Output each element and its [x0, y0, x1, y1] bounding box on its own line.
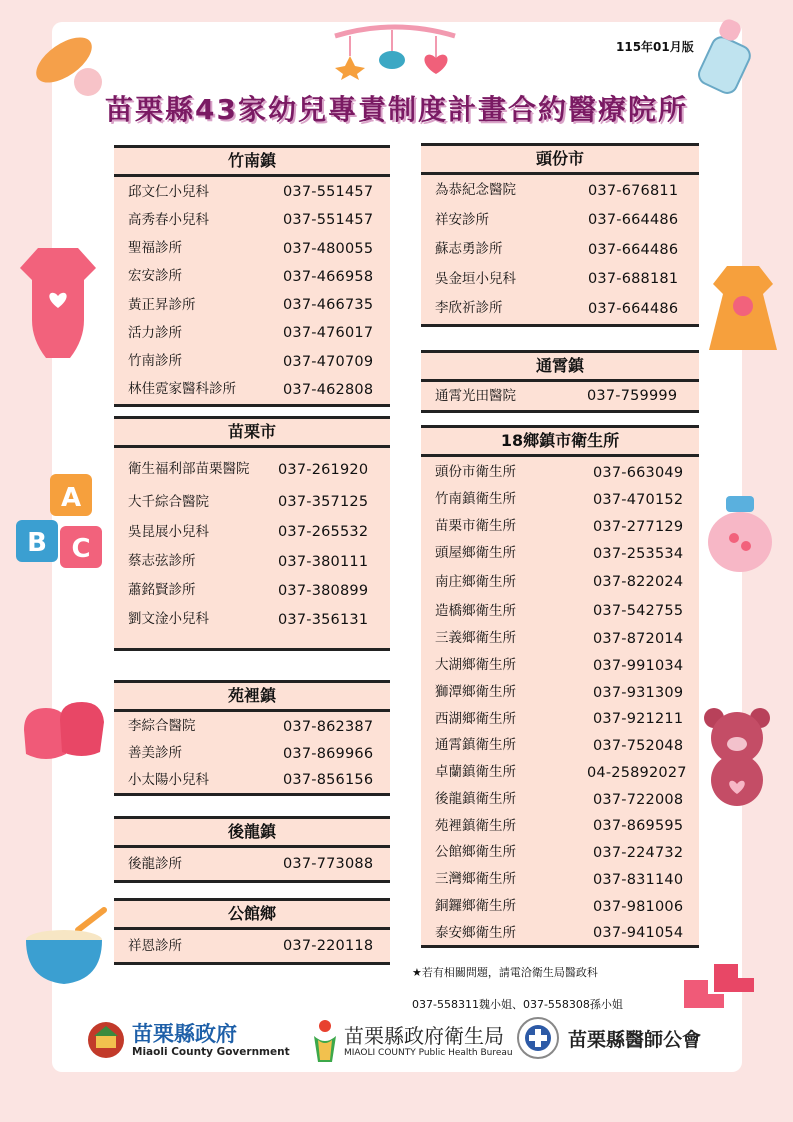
clinic-phone: 037-357125 [278, 494, 369, 510]
clinic-name: 頭屋鄉衛生所 [435, 545, 516, 561]
clinic-phone: 037-466958 [283, 268, 374, 285]
contact-note: ★若有相關問題，請電洽衛生局醫政科 [412, 966, 598, 979]
list-item [421, 839, 699, 866]
clinic-name: 林佳霓家醫科診所 [128, 381, 236, 398]
clinic-name: 竹南診所 [128, 353, 182, 370]
block-letter-b: B [27, 528, 47, 558]
clinic-phone: 037-981006 [593, 898, 684, 915]
list-item [114, 235, 390, 263]
clinic-phone: 037-872014 [593, 630, 684, 647]
health-bureau-logo [310, 1018, 513, 1064]
clinic-name: 李綜合醫院 [128, 718, 196, 734]
clinic-phone: 037-663049 [593, 464, 684, 481]
clinic-name: 吳金垣小兒科 [435, 270, 516, 287]
clinic-phone: 037-991034 [593, 657, 684, 674]
list-item [421, 235, 699, 265]
block-letter-a: A [60, 483, 82, 513]
edition-label: 115年01月版 [616, 40, 694, 54]
clinic-name: 頭份市衛生所 [435, 464, 516, 480]
clinic-phone: 037-480055 [283, 240, 374, 257]
list-item [114, 740, 390, 767]
clinic-name: 小太陽小兒科 [128, 771, 209, 788]
clinic-phone: 037-869966 [283, 745, 374, 762]
section-title: 苗栗市 [114, 416, 390, 448]
list-item [114, 291, 390, 319]
clinic-phone: 037-265532 [278, 524, 369, 540]
list-item [421, 893, 699, 920]
list-item [421, 382, 699, 410]
section-title: 18鄉鎮市衛生所 [421, 425, 699, 457]
section-title: 公館鄉 [114, 898, 390, 930]
clinic-phone: 037-822024 [593, 574, 684, 590]
clinic-name: 泰安鄉衛生所 [435, 924, 516, 941]
clinic-name: 苑裡鎮衛生所 [435, 817, 516, 834]
county-emblem-icon [86, 1020, 126, 1060]
list-item [421, 459, 699, 486]
clinic-phone: 037-277129 [593, 518, 684, 535]
contact-phones: 037-558311魏小姐、037-558308孫小姐 [412, 998, 623, 1011]
clinic-phone: 037-921211 [593, 711, 684, 727]
clinic-phone: 037-261920 [278, 461, 369, 478]
clinic-name: 卓蘭鎮衛生所 [435, 764, 516, 780]
list-item [114, 576, 390, 605]
list-item [114, 605, 390, 634]
list-item [421, 759, 699, 786]
onesie-icon [18, 244, 98, 362]
clinic-name: 銅鑼鄉衛生所 [435, 898, 516, 914]
clinic-phone: 037-664486 [588, 241, 679, 258]
clinic-name: 造橋鄉衛生所 [435, 602, 516, 619]
clinic-name: 竹南鎮衛生所 [435, 491, 516, 507]
clinic-phone: 037-551457 [283, 184, 374, 201]
section-miaoli [114, 416, 390, 651]
mobile-icon [330, 8, 460, 80]
clinic-name: 善美診所 [128, 745, 182, 761]
clinic-phone: 037-220118 [283, 938, 374, 954]
list-item [114, 547, 390, 576]
list-item [114, 930, 390, 962]
clinic-name: 祥恩診所 [128, 937, 182, 954]
food-bowl-icon [20, 906, 112, 988]
section-tongxiao [421, 350, 699, 413]
section-body [114, 712, 390, 796]
clinic-name: 後龍鎮衛生所 [435, 791, 516, 807]
clinic-name: 蕭銘賢診所 [128, 582, 196, 598]
list-item [114, 452, 390, 487]
section-body [421, 457, 699, 948]
section-yuanli [114, 680, 390, 796]
baby-jar-icon [704, 494, 776, 574]
clinic-phone: 037-664486 [588, 300, 679, 317]
clinic-phone: 037-551457 [283, 212, 374, 229]
list-item [421, 679, 699, 706]
list-item [421, 206, 699, 236]
clinic-name: 大湖鄉衛生所 [435, 657, 516, 673]
section-body [114, 177, 390, 407]
clinic-phone: 037-380111 [278, 553, 369, 570]
clinic-name: 祥安診所 [435, 211, 489, 228]
clinic-name: 為恭紀念醫院 [435, 182, 516, 199]
clinic-name: 衛生福利部苗栗醫院 [128, 461, 250, 477]
clinic-name: 邱文仁小兒科 [128, 183, 209, 200]
clinic-name: 南庄鄉衛生所 [435, 573, 516, 590]
list-item [421, 597, 699, 625]
clinic-phone: 037-688181 [588, 271, 679, 288]
clinic-phone: 037-476017 [283, 325, 374, 342]
clinic-phone: 037-664486 [588, 212, 679, 229]
medical-association-emblem-icon [516, 1016, 560, 1060]
list-item [114, 178, 390, 206]
clinic-phone: 037-542755 [593, 603, 684, 619]
clinic-phone: 037-856156 [283, 772, 374, 788]
list-item [421, 265, 699, 295]
section-body [421, 382, 699, 413]
section-title: 竹南鎮 [114, 145, 390, 177]
clinic-name: 大千綜合醫院 [128, 493, 209, 510]
clinic-phone: 037-941054 [593, 925, 684, 941]
section-gongguan [114, 898, 390, 965]
clinic-name: 宏安診所 [128, 268, 182, 285]
dress-icon [703, 262, 783, 358]
clinic-name: 通霄光田醫院 [435, 387, 516, 404]
list-item [421, 920, 699, 946]
county-logo-en: Miaoli County Government [132, 1046, 290, 1058]
section-body [114, 930, 390, 965]
bureau-logo-en: MIAOLI COUNTY Public Health Bureau [344, 1048, 513, 1058]
list-item [114, 487, 390, 517]
medical-association-logo [516, 1016, 701, 1060]
clinic-phone: 037-931309 [593, 684, 684, 701]
clinic-name: 活力診所 [128, 324, 182, 341]
clinic-phone: 037-466735 [283, 297, 374, 314]
list-item [421, 540, 699, 567]
list-item [421, 567, 699, 597]
county-government-logo [86, 1020, 290, 1060]
list-item [114, 517, 390, 547]
section-title: 後龍鎮 [114, 816, 390, 848]
clinic-name: 聖福診所 [128, 240, 182, 257]
clinic-phone: 037-470152 [593, 491, 684, 508]
list-item [421, 486, 699, 513]
abc-blocks-icon [10, 470, 110, 580]
list-item [114, 767, 390, 793]
clinic-name: 三灣鄉衛生所 [435, 871, 516, 887]
section-zhunan [114, 145, 390, 407]
section-title: 頭份市 [421, 143, 699, 175]
teddy-bear-icon [696, 704, 778, 814]
clinic-name: 西湖鄉衛生所 [435, 710, 516, 727]
clinic-name: 三義鄉衛生所 [435, 630, 516, 646]
list-item [421, 652, 699, 679]
clinic-phone: 037-869595 [593, 818, 684, 834]
clinic-phone: 037-831140 [593, 871, 684, 888]
clinic-phone: 037-470709 [283, 353, 374, 370]
clinic-phone: 04-25892027 [587, 764, 687, 781]
clinic-phone: 037-722008 [593, 791, 684, 808]
page-title: 苗栗縣43家幼兒專責制度計畫合約醫療院所 [105, 93, 688, 126]
section-health-centers [421, 425, 699, 948]
list-item [421, 176, 699, 206]
clinic-phone: 037-380899 [278, 582, 369, 599]
list-item [421, 866, 699, 893]
list-item [114, 206, 390, 234]
county-logo-name: 苗栗縣政府 [132, 1022, 237, 1046]
clinic-phone: 037-224732 [593, 844, 684, 861]
list-item [114, 348, 390, 376]
list-item [421, 294, 699, 324]
clinic-name: 劉文淦小兒科 [128, 611, 209, 627]
section-title: 通霄鎮 [421, 350, 699, 382]
section-body [114, 848, 390, 883]
clinic-phone: 037-759999 [587, 388, 678, 404]
clinic-phone: 037-356131 [278, 611, 369, 628]
clinic-name: 公館鄉衛生所 [435, 844, 516, 860]
block-letter-c: C [71, 534, 91, 564]
clinic-phone: 037-676811 [588, 182, 679, 199]
baby-bottle-icon [694, 16, 758, 96]
list-item [114, 713, 390, 740]
clinic-name: 苗栗市衛生所 [435, 518, 516, 534]
section-body [421, 175, 699, 327]
bureau-logo-name: 苗栗縣政府衛生局 [344, 1024, 504, 1048]
list-item [421, 732, 699, 759]
baby-boots-icon [680, 960, 760, 1022]
clinic-name: 蔡志弦診所 [128, 553, 196, 569]
list-item [114, 376, 390, 404]
list-item [421, 706, 699, 732]
clinic-phone: 037-773088 [283, 856, 374, 872]
section-houlong [114, 816, 390, 883]
clinic-phone: 037-462808 [283, 381, 374, 398]
clinic-name: 獅潭鄉衛生所 [435, 684, 516, 700]
clinic-name: 黃正昇診所 [128, 296, 196, 313]
list-item [421, 786, 699, 813]
list-item [421, 513, 699, 540]
health-bureau-emblem-icon [310, 1018, 340, 1064]
clinic-name: 通霄鎮衛生所 [435, 737, 516, 753]
clinic-name: 高秀春小兒科 [128, 211, 209, 228]
clinic-name: 後龍診所 [128, 855, 182, 872]
clinic-name: 吳昆展小兒科 [128, 523, 209, 540]
list-item [114, 263, 390, 291]
clinic-name: 李欣祈診所 [435, 300, 503, 317]
clinic-name: 蘇志勇診所 [435, 241, 503, 258]
clinic-phone: 037-752048 [593, 737, 684, 754]
clinic-phone: 037-253534 [593, 545, 684, 562]
clinic-phone: 037-862387 [283, 718, 374, 735]
medical-logo-name: 苗栗縣醫師公會 [568, 1028, 702, 1051]
section-toufen [421, 143, 699, 327]
list-item [114, 848, 390, 880]
list-item [421, 625, 699, 652]
baby-shoes-icon [20, 700, 108, 768]
section-title: 苑裡鎮 [114, 680, 390, 712]
list-item [114, 319, 390, 347]
section-body [114, 448, 390, 651]
list-item [421, 813, 699, 839]
